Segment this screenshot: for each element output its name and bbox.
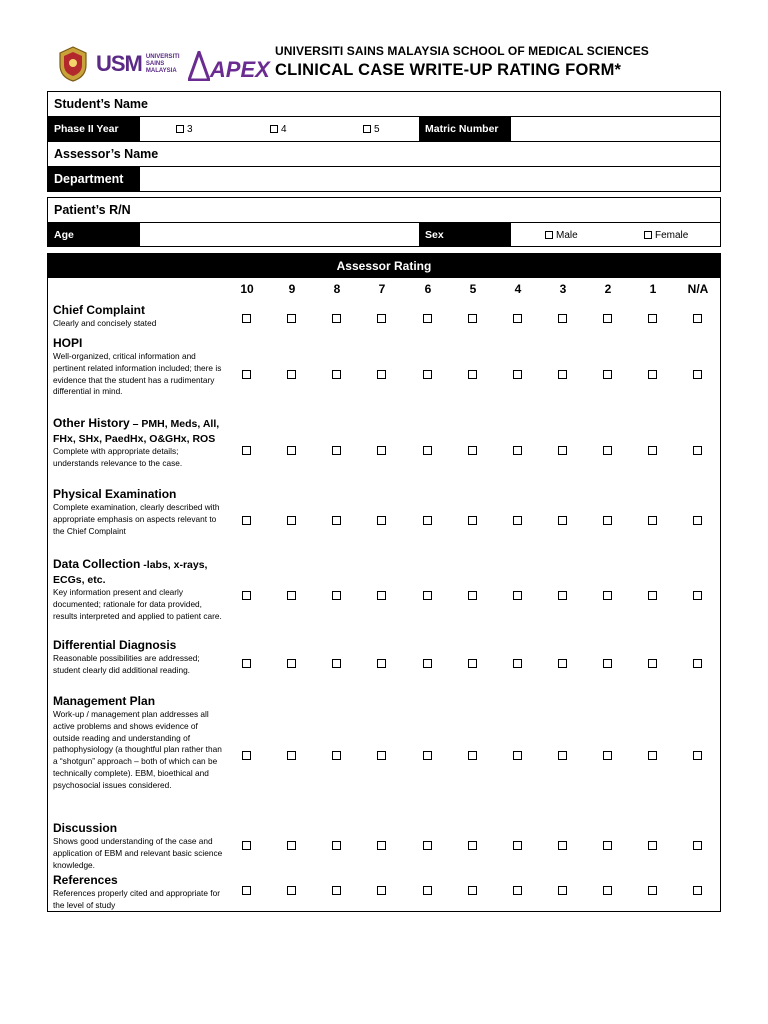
university-crest-logo	[56, 45, 90, 83]
criterion-title	[53, 487, 223, 502]
rating-checkbox[interactable]	[558, 314, 567, 323]
department-label: Department	[48, 167, 140, 191]
rating-checkbox[interactable]	[468, 591, 477, 600]
criterion-item	[53, 557, 223, 622]
rating-checkbox[interactable]	[332, 370, 341, 379]
rating-checkbox[interactable]	[377, 751, 386, 760]
rating-checkbox[interactable]	[423, 516, 432, 525]
rating-checkbox[interactable]	[242, 591, 251, 600]
criterion-item	[53, 821, 223, 871]
rating-scale-label: 1	[649, 282, 657, 296]
criterion-title	[53, 873, 223, 888]
matric-number-field[interactable]	[511, 117, 720, 141]
checkbox-icon[interactable]	[363, 125, 371, 133]
rating-scale-label: 7	[378, 282, 386, 296]
rating-checkbox[interactable]	[693, 314, 702, 323]
student-name-label: Student’s Name	[54, 97, 149, 111]
criterion-title-text: Differential Diagnosis	[53, 638, 177, 652]
rating-checkbox[interactable]	[332, 314, 341, 323]
logo-group	[56, 44, 270, 84]
rating-checkbox[interactable]	[332, 446, 341, 455]
usm-logo-letters: USM	[96, 51, 142, 76]
rating-checkbox[interactable]	[423, 886, 432, 895]
rating-checkbox[interactable]	[603, 659, 612, 668]
rating-checkbox[interactable]	[242, 446, 251, 455]
criterion-title	[53, 821, 223, 836]
rating-checkbox[interactable]	[693, 751, 702, 760]
rating-checkbox[interactable]	[513, 446, 522, 455]
rating-checkbox[interactable]	[242, 659, 251, 668]
rating-checkbox[interactable]	[558, 591, 567, 600]
sex-label: Sex	[419, 223, 511, 247]
rating-scale-label: 3	[559, 282, 567, 296]
rating-checkbox[interactable]	[513, 370, 522, 379]
rating-checkbox[interactable]	[648, 446, 657, 455]
rating-checkbox[interactable]	[332, 886, 341, 895]
rating-checkbox[interactable]	[648, 751, 657, 760]
rating-checkbox[interactable]	[242, 751, 251, 760]
phase-year-4-option[interactable]	[270, 124, 287, 135]
rating-checkbox[interactable]	[468, 751, 477, 760]
rating-checkbox[interactable]	[603, 314, 612, 323]
rating-checkbox[interactable]	[287, 370, 296, 379]
rating-scale-label: 10	[240, 282, 254, 296]
usm-logo-subtext: UNIVERSITI SAINS MALAYSIA	[145, 53, 180, 74]
rating-checkbox[interactable]	[648, 370, 657, 379]
rating-checkbox[interactable]	[693, 516, 702, 525]
rating-checkbox[interactable]	[332, 751, 341, 760]
rating-checkbox[interactable]	[377, 659, 386, 668]
criterion-item	[53, 336, 223, 398]
rating-checkbox[interactable]	[648, 841, 657, 850]
rating-checkbox[interactable]	[603, 446, 612, 455]
rating-checkbox[interactable]	[287, 591, 296, 600]
criterion-title	[53, 694, 223, 709]
criterion-item	[53, 303, 223, 330]
rating-checkbox[interactable]	[423, 659, 432, 668]
rating-checkbox[interactable]	[513, 886, 522, 895]
rating-checkbox[interactable]	[558, 446, 567, 455]
criterion-title-text: Management Plan	[53, 694, 156, 708]
rating-checkbox[interactable]	[423, 314, 432, 323]
criterion-title-text: Other History	[53, 416, 130, 430]
rating-checkbox[interactable]	[423, 841, 432, 850]
criterion-title	[53, 638, 223, 653]
apex-logo-text: APEX	[209, 57, 270, 82]
sex-option-label: Female	[655, 229, 689, 241]
rating-checkbox[interactable]	[423, 370, 432, 379]
rating-checkbox[interactable]	[648, 314, 657, 323]
rating-scale-header	[48, 282, 720, 298]
phase-year-label: Phase II Year	[48, 117, 140, 141]
criterion-item	[53, 638, 223, 677]
criterion-title	[53, 336, 223, 351]
checkbox-icon[interactable]	[176, 125, 184, 133]
checkbox-icon[interactable]	[270, 125, 278, 133]
apex-triangle-icon	[188, 51, 210, 81]
rating-checkbox[interactable]	[468, 516, 477, 525]
rating-checkbox[interactable]	[242, 370, 251, 379]
rating-checkbox[interactable]	[648, 886, 657, 895]
rating-scale-label: 8	[333, 282, 341, 296]
criterion-title	[53, 303, 223, 318]
rating-checkbox[interactable]	[332, 659, 341, 668]
age-label: Age	[48, 223, 140, 247]
criterion-subtitle: – PMH, Meds, All, FHx, SHx, PaedHx, O&GHx, ROS	[53, 418, 220, 445]
rating-checkbox[interactable]	[693, 659, 702, 668]
rating-checkbox[interactable]	[377, 314, 386, 323]
phase-option-label: 3	[187, 123, 193, 135]
phase-option-label: 5	[374, 123, 380, 135]
rating-checkbox[interactable]	[693, 446, 702, 455]
criterion-description: References properly cited and appropriate for the level of study	[53, 888, 220, 910]
rating-checkbox[interactable]	[648, 659, 657, 668]
department-field[interactable]	[140, 167, 720, 191]
sex-options	[511, 223, 720, 247]
form-header	[275, 44, 649, 80]
criterion-description: Key information present and clearly documented; rationale for data provided, results interpreted and applied to patient care.	[53, 587, 222, 621]
university-name: UNIVERSITI SAINS MALAYSIA SCHOOL OF MEDICAL SCIENCES	[275, 44, 649, 58]
criterion-description: Work-up / management plan addresses all active problems and shows evidence of outside reading and understanding of pathophysiology (a thoughtful plan rather than a “shotgun” approach – both of which can be technically complete). EBM, bioethical and psychosocial issues considered.	[53, 709, 222, 790]
rating-checkbox[interactable]	[558, 370, 567, 379]
rating-checkbox[interactable]	[242, 314, 251, 323]
rating-checkbox[interactable]	[377, 446, 386, 455]
form-title: CLINICAL CASE WRITE-UP RATING FORM*	[275, 61, 622, 79]
rating-scale-label: 2	[604, 282, 612, 296]
criterion-title	[53, 557, 223, 587]
criterion-description: Complete with appropriate details; understands relevance to the case.	[53, 446, 183, 468]
rating-scale-label: 5	[469, 282, 477, 296]
rating-checkbox[interactable]	[468, 659, 477, 668]
student-info-table	[47, 91, 721, 192]
age-field[interactable]	[140, 223, 419, 247]
sex-female-option[interactable]	[644, 230, 688, 241]
rating-checkbox[interactable]	[468, 370, 477, 379]
matric-number-label: Matric Number	[419, 117, 511, 141]
rating-checkbox[interactable]	[468, 841, 477, 850]
criterion-title	[53, 416, 223, 446]
rating-checkbox[interactable]	[423, 446, 432, 455]
rating-checkbox[interactable]	[468, 314, 477, 323]
rating-checkbox[interactable]	[513, 314, 522, 323]
rating-checkbox[interactable]	[287, 659, 296, 668]
rating-checkbox[interactable]	[377, 591, 386, 600]
rating-checkbox[interactable]	[603, 591, 612, 600]
rating-checkbox[interactable]	[287, 841, 296, 850]
rating-checkbox[interactable]	[242, 841, 251, 850]
rating-checkbox[interactable]	[513, 591, 522, 600]
checkbox-icon[interactable]	[545, 231, 553, 239]
patient-rn-label: Patient’s R/N	[54, 203, 131, 217]
rating-checkbox[interactable]	[287, 446, 296, 455]
criterion-description: Complete examination, clearly described with appropriate emphasis on aspects relevant to the Chief Complaint	[53, 502, 220, 536]
sex-option-label: Male	[556, 229, 578, 241]
rating-checkbox[interactable]	[423, 751, 432, 760]
rating-checkbox[interactable]	[242, 886, 251, 895]
rating-checkbox[interactable]	[513, 516, 522, 525]
criterion-description: Shows good understanding of the case and application of EBM and relevant basic science knowledge.	[53, 836, 223, 870]
assessor-name-label: Assessor’s Name	[54, 147, 159, 161]
apex-logo	[188, 47, 270, 81]
rating-checkbox[interactable]	[603, 516, 612, 525]
rating-scale-label: 6	[424, 282, 432, 296]
rating-checkbox[interactable]	[648, 591, 657, 600]
rating-checkbox[interactable]	[693, 591, 702, 600]
rating-checkbox[interactable]	[513, 659, 522, 668]
phase-option-label: 4	[281, 123, 287, 135]
patient-info-table	[47, 197, 721, 247]
rating-checkbox[interactable]	[377, 841, 386, 850]
rating-checkbox[interactable]	[332, 841, 341, 850]
rating-scale-label: N/A	[687, 282, 709, 296]
criterion-description: Reasonable possibilities are addressed; student clearly did additional reading.	[53, 653, 200, 675]
rating-checkbox[interactable]	[693, 841, 702, 850]
rating-checkbox[interactable]	[468, 886, 477, 895]
criterion-item	[53, 694, 223, 792]
phase-year-5-option[interactable]	[363, 124, 380, 135]
rating-scale-label: 9	[288, 282, 296, 296]
rating-checkbox[interactable]	[693, 370, 702, 379]
phase-year-3-option[interactable]	[176, 124, 193, 135]
rating-checkbox[interactable]	[468, 446, 477, 455]
rating-checkbox[interactable]	[287, 751, 296, 760]
usm-logo	[96, 51, 182, 77]
rating-checkbox[interactable]	[287, 886, 296, 895]
rating-checkbox[interactable]	[693, 886, 702, 895]
rating-checkbox[interactable]	[242, 516, 251, 525]
rating-checkbox[interactable]	[377, 370, 386, 379]
rating-checkbox[interactable]	[287, 516, 296, 525]
rating-checkbox[interactable]	[287, 314, 296, 323]
rating-checkbox[interactable]	[603, 886, 612, 895]
criterion-title-text: HOPI	[53, 336, 83, 350]
rating-checkbox[interactable]	[513, 751, 522, 760]
rating-checkbox[interactable]	[648, 516, 657, 525]
criterion-title-text: Discussion	[53, 821, 118, 835]
criterion-subtitle: -labs, x-rays, ECGs, etc.	[53, 559, 208, 586]
criterion-item	[53, 873, 223, 912]
rating-checkbox[interactable]	[558, 841, 567, 850]
criterion-description: Well-organized, critical information and pertinent related information included; there is evidence that the student has a rudimentary differential in mind.	[53, 351, 222, 397]
criterion-description: Clearly and concisely stated	[53, 318, 157, 328]
rating-checkbox[interactable]	[558, 886, 567, 895]
assessor-rating-table	[47, 253, 721, 912]
criterion-item	[53, 416, 223, 470]
criterion-title-text: Chief Complaint	[53, 303, 145, 317]
criterion-item	[53, 487, 223, 537]
rating-checkbox[interactable]	[377, 886, 386, 895]
rating-scale-label: 4	[514, 282, 522, 296]
criterion-title-text: References	[53, 873, 118, 887]
rating-checkbox[interactable]	[603, 841, 612, 850]
phase-year-options	[140, 117, 419, 141]
rating-checkbox[interactable]	[603, 751, 612, 760]
rating-checkbox[interactable]	[603, 370, 612, 379]
rating-checkbox[interactable]	[558, 659, 567, 668]
sex-male-option[interactable]	[545, 230, 578, 241]
rating-checkbox[interactable]	[423, 591, 432, 600]
criterion-title-text: Data Collection	[53, 557, 141, 571]
rating-checkbox[interactable]	[377, 516, 386, 525]
criterion-title-text: Physical Examination	[53, 487, 177, 501]
rating-checkbox[interactable]	[332, 516, 341, 525]
assessor-rating-header: Assessor Rating	[48, 254, 720, 278]
rating-checkbox[interactable]	[513, 841, 522, 850]
checkbox-icon[interactable]	[644, 231, 652, 239]
rating-checkbox[interactable]	[558, 751, 567, 760]
rating-checkbox[interactable]	[332, 591, 341, 600]
rating-checkbox[interactable]	[558, 516, 567, 525]
